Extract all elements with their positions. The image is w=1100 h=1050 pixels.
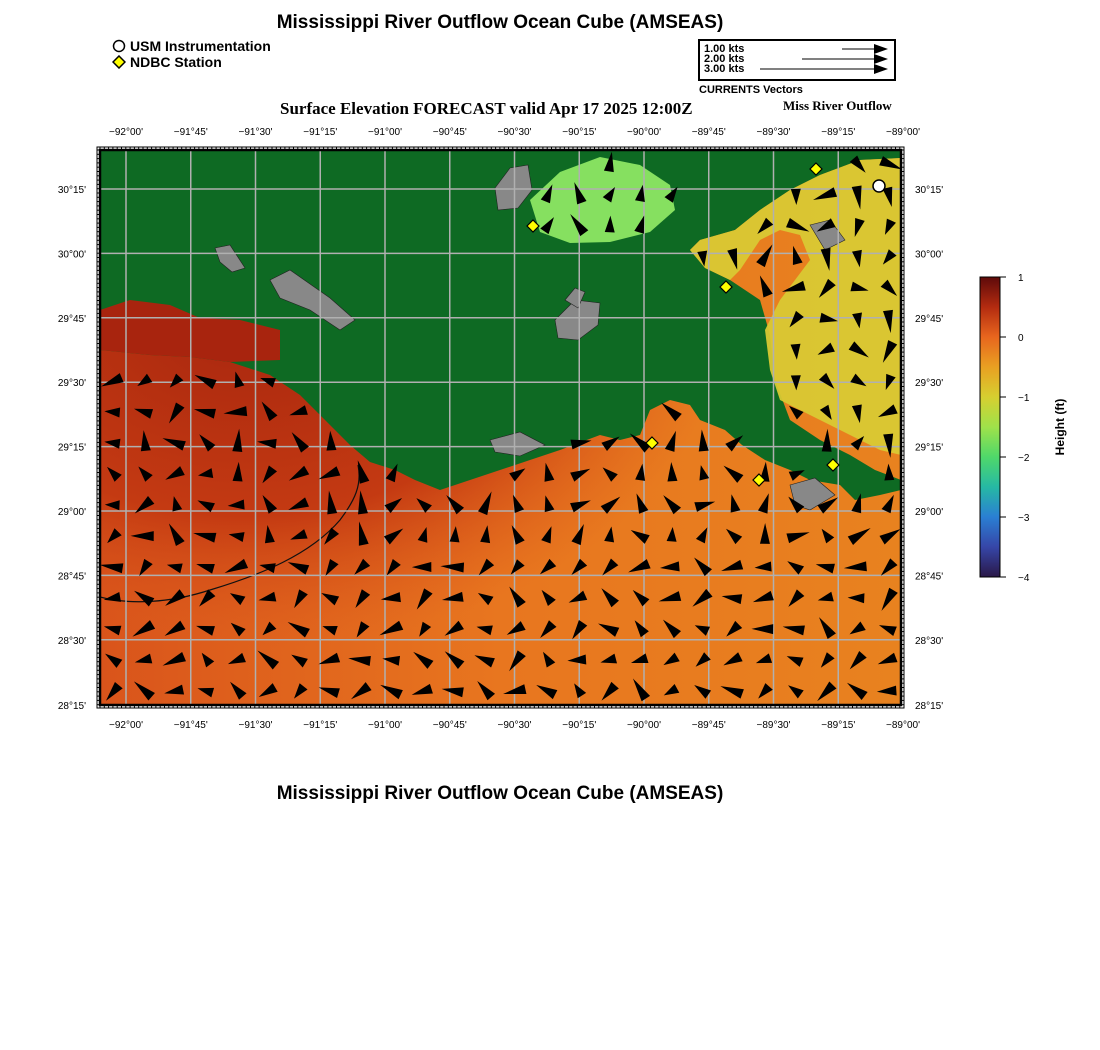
y-tick-label: 29°30' — [915, 378, 944, 390]
x-tick-label: −91°00' — [368, 720, 402, 731]
x-tick-label: −90°30' — [497, 127, 532, 138]
x-tick-label: −90°15' — [562, 720, 597, 731]
y-tick-label: 30°00' — [915, 249, 944, 261]
x-tick-label: −91°45' — [173, 127, 208, 138]
colorbar-tick-label: −3 — [1018, 513, 1030, 524]
y-tick-label: 28°45' — [57, 571, 86, 583]
y-tick-label: 29°30' — [57, 378, 86, 390]
y-tick-label: 29°45' — [915, 313, 944, 325]
y-tick-label: 29°15' — [915, 442, 944, 454]
x-tick-label: −91°00' — [368, 127, 402, 138]
y-tick-label: 30°00' — [57, 249, 86, 261]
x-tick-label: −90°15' — [562, 127, 597, 138]
colorbar-tick-label: −2 — [1018, 453, 1030, 464]
x-tick-label: −90°00' — [627, 720, 661, 731]
y-tick-label: 28°45' — [915, 571, 944, 583]
x-tick-label: −92°00' — [109, 720, 143, 731]
y-tick-label: 30°15' — [57, 185, 86, 196]
y-tick-label: 29°00' — [57, 507, 86, 518]
x-tick-label: −91°15' — [303, 720, 338, 731]
colorbar-tick-label: −4 — [1018, 573, 1030, 584]
map-canvas — [99, 150, 904, 705]
y-axis-left — [58, 185, 86, 712]
vector-label-2: 2.00 kts — [704, 53, 745, 65]
x-tick-label: −89°45' — [691, 720, 726, 731]
x-tick-label: −89°30' — [756, 127, 791, 138]
x-tick-label: −91°30' — [238, 720, 273, 731]
colorbar-tick-label: 0 — [1018, 333, 1024, 344]
y-tick-label: 28°15' — [57, 701, 86, 712]
legend-ndbc-label: NDBC Station — [130, 54, 222, 70]
x-tick-label: −90°00' — [627, 127, 661, 138]
y-tick-label: 28°30' — [915, 635, 944, 647]
region-label: Miss River Outflow — [783, 98, 892, 113]
x-tick-label: −89°00' — [886, 127, 920, 138]
x-tick-label: −91°15' — [303, 127, 338, 138]
y-tick-label: 29°45' — [57, 313, 86, 325]
x-tick-label: −89°45' — [691, 127, 726, 138]
colorbar-tick-label: 1 — [1018, 273, 1024, 284]
x-tick-label: −91°45' — [173, 720, 208, 731]
y-tick-label: 30°15' — [915, 185, 944, 196]
colorbar-label: Height (ft) — [1053, 398, 1067, 456]
page-title-top: Mississippi River Outflow Ocean Cube (AMSEAS) — [276, 12, 724, 33]
legend-usm-label: USM Instrumentation — [130, 38, 271, 54]
x-tick-label: −89°30' — [756, 720, 791, 731]
y-axis-right — [915, 185, 943, 712]
x-tick-label: −89°00' — [886, 720, 920, 731]
x-tick-label: −89°15' — [821, 720, 856, 731]
map-subtitle: Surface Elevation FORECAST valid Apr 17 2025 12:00Z — [280, 99, 693, 118]
x-tick-label: −89°15' — [821, 127, 856, 138]
x-axis-top — [109, 127, 920, 138]
x-axis-bottom — [109, 720, 920, 731]
x-tick-label: −91°30' — [238, 127, 273, 138]
y-tick-label: 29°15' — [57, 442, 86, 454]
y-tick-label: 28°15' — [915, 701, 944, 712]
colorbar-scale — [980, 277, 1000, 577]
y-tick-label: 28°30' — [57, 635, 86, 647]
colorbar-ticks — [1000, 273, 1030, 584]
y-tick-label: 29°00' — [915, 507, 944, 518]
page-title-bottom: Mississippi River Outflow Ocean Cube (AMSEAS) — [276, 783, 724, 804]
x-tick-label: −90°45' — [432, 127, 467, 138]
colorbar — [980, 273, 1030, 584]
vector-label-1: 1.00 kts — [704, 43, 745, 55]
x-tick-label: −92°00' — [109, 127, 143, 138]
x-tick-label: −90°45' — [432, 720, 467, 731]
usm-station-marker[interactable] — [873, 180, 885, 192]
x-tick-label: −90°30' — [497, 720, 532, 731]
vector-label-3: 3.00 kts — [704, 63, 745, 75]
vector-legend-caption: CURRENTS Vectors — [699, 84, 803, 96]
colorbar-tick-label: −1 — [1018, 393, 1030, 404]
